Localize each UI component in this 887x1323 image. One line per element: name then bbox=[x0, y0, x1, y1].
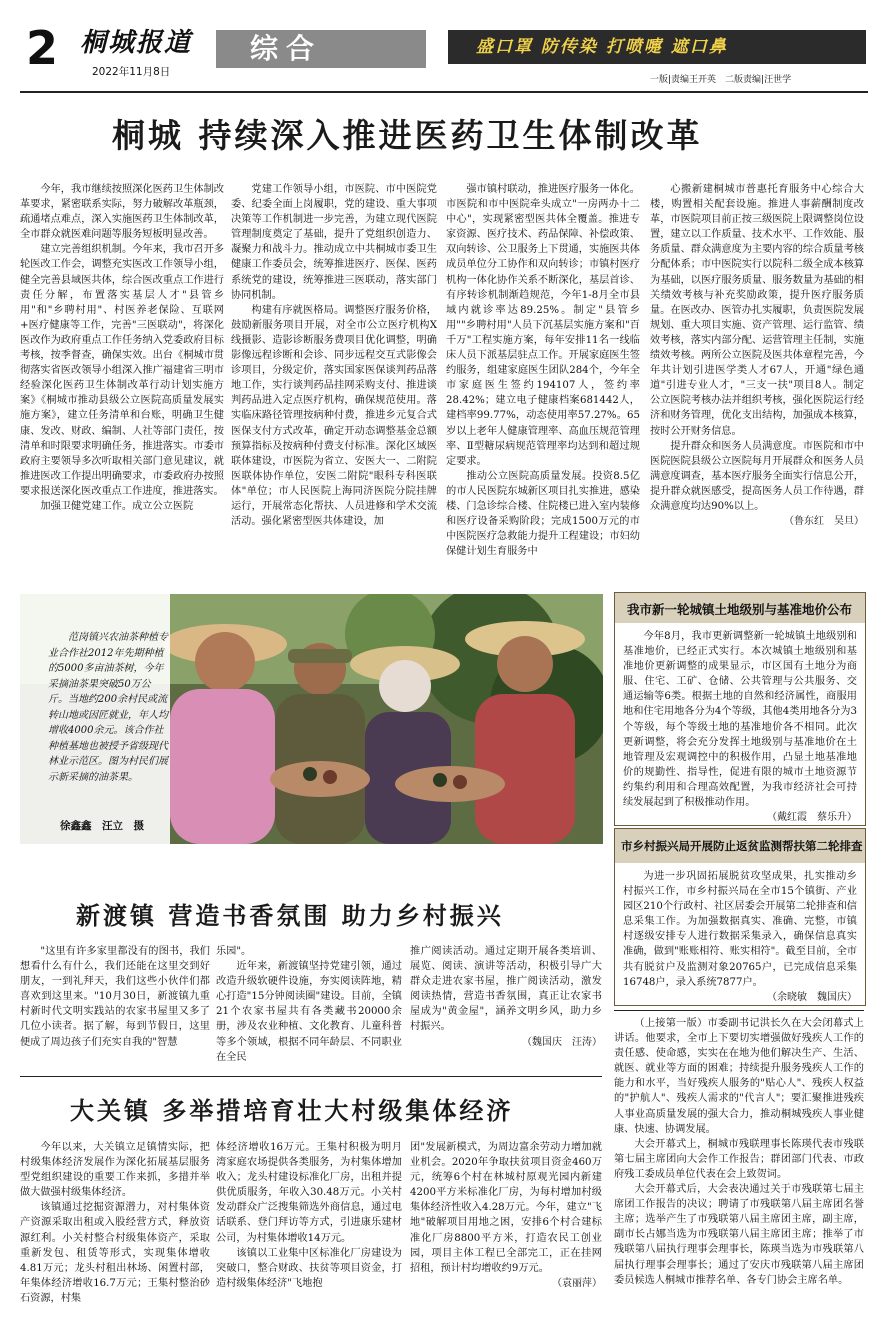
xindu-col3-p1: 推广阅读活动。通过定期开展各类培训、展览、阅读、演讲等活动，积极引导广大群众走进农家书屋，推广阅读活动，激发阅读热情，营造书香氛围，真正让农家书屋成为"黄金屋"，涵养文明乡风，助力乡村振兴。 bbox=[410, 946, 602, 1033]
disabled-p3: 大会开幕式后，大会表决通过关于市残联第七届主席团工作报告的决议；聘请了市残联第八届主席团名誉主席；选举产生了市残联第八届主席团主席，副主席，副市长占娜当选为市残联第八届主席团主席；推举了市残联第八届执行理事会理事长，陈瑛当选为市残联第八届执行理事会理事长；通过了安庆市残联第八届主席团委员候选人桐城市推荐名单、各专门协会主席名单。 bbox=[614, 1184, 864, 1286]
photo-caption-text: 范岗镇兴农油茶种植专业合作社2012年先期种植的5000多亩油茶树，今年采摘油茶果突破50万公斤。当地约200余村民或流转山地或因匠就业，年人均增收4000余元。该合作社种植基地也被授予省级现代林业示范区。图为村民们展示新采摘的油茶果。 bbox=[48, 632, 168, 783]
lead-col-2 bbox=[231, 182, 437, 577]
right-story-2-header bbox=[615, 829, 865, 863]
daguan-col-2 bbox=[216, 1140, 402, 1308]
page-number: 2 bbox=[26, 21, 59, 75]
lead-col1-p1: 今年，我市继续按照深化医药卫生体制改革要求，紧密联系实际，努力破解改革瓶颈，疏通堵点难点，深入实施医药卫生体制改革，全市群众就医难问题等服务短板明显改善。 bbox=[20, 184, 224, 241]
section-badge bbox=[216, 30, 426, 68]
daguan-byline: （袁丽萍） bbox=[552, 1277, 602, 1289]
lead-byline: （鲁东红 吴旦） bbox=[784, 516, 864, 528]
right-story-2-headline: 市乡村振兴局开展防止返贫监测帮扶第二轮排查 bbox=[621, 839, 863, 853]
slogan-banner bbox=[448, 30, 866, 64]
masthead-rule bbox=[20, 91, 868, 93]
lead-col-1 bbox=[20, 182, 224, 577]
daguan-headline: 大关镇 多举措培育壮大村级集体经济 bbox=[70, 1096, 514, 1125]
xindu-col1-p1: "这里有许多家里都没有的图书，我们想看什么有什么，我们还能在这里交到好朋友，一到礼拜天，我们这些小伙伴们都喜欢到这里来。"10月30日，新渡镇九重村新时代文明实践站的农家书屋里又多了几位小读者。据了解，每到节假日，这里便成了周边孩子们充实自我的"智慧 bbox=[20, 946, 210, 1048]
daguan-col2-p2: 该镇以工业集中区标准化厂房建设为突破口，整合财政、扶贫等项目资金，打造村级集体经济"飞地抱 bbox=[216, 1247, 402, 1289]
daguan-col-3 bbox=[410, 1140, 602, 1308]
lead-col2-p2: 构建有序就医格局。调整医疗服务价格，鼓励新服务项目开展，对全市公立医疗机构X线摄影、造影诊断服务费项目优化调整，明确影像远程诊断和会诊、同步远程交互式影像会诊项目，分级定价，落实国家医保谈判药品落地工作，实行谈判药品挂网采购支付、推进谈判药品进入定点医疗机构，确保规范使用。落实临床路径管理按病种付费，推进乡元复合式医保支付方式改革，确定开动态调整基金总额预算指标及按病种付费支付标准。深化区域医联体建设，市医院为省立、安医大一、二附院医联体协作单位，安医二附院"眼科专科医联体"单位；市人民医院上海同济医院分院挂牌运行，开展常态化帮扶、人员进修和学术交流活动。强化紧密型医共体建设，加 bbox=[231, 304, 437, 528]
disabled-p1: （上接第一版）市委副书记洪长久在大会闭幕式上讲话。他要求，全市上下要切实增强做好残疾人工作的责任感、使命感，实实在在地为他们解决生产、生活、就医、就业等方面的困难；持续提升服务残疾人工作的能力和水平，当好残疾人服务的"贴心人"、残疾人权益的"护航人"、残疾人需求的"代言人"；要汇聚推进残疾人事业高质量发展的强大合力，推动桐城残疾人事业健康、快速、协调发展。 bbox=[614, 1018, 864, 1135]
xindu-col2-p1: 乐园"。 bbox=[216, 946, 252, 957]
right-story-2-body bbox=[623, 869, 857, 1003]
xindu-divider bbox=[20, 1076, 602, 1077]
lead-col1-p3: 加强卫健党建工作。成立公立医院 bbox=[40, 500, 194, 512]
publish-date: 2022年11月8日 bbox=[92, 66, 171, 78]
right-story-1-p1: 今年8月，我市更新调整新一轮城镇土地级别和基准地价，已经正式实行。本次城镇土地级别和基准地价更新调整的成果显示，市区国有土地分为商服、住宅、工矿、仓储、公共管理与公共服务、交通运输等6类。根据土地的自然和经济属性，商服用地和住宅用地各分为4个等级，其他4类用地各分为3个等级，每个等级土地的基准地价各不相同。此次更新调整，将会充分发挥土地级别与基准地价在土地管理及宏观调控中的积极作用，凸显土地基准地价的规勤性、指导性，促进有限的城市土地资源节约集约利用和合理高效配置，为我市经济社会可持续发展起到了积极推动作用。 bbox=[623, 631, 857, 809]
lead-col-4 bbox=[650, 182, 864, 577]
right-story-1 bbox=[614, 592, 866, 826]
daguan-col1-p2: 该镇通过挖掘资源潜力，对村集体资产资源采取出租或入股经营方式，释放资源红利。小关村整合村级集体资产，采取重新发包、租赁等形式，实现集体增收4.81万元；龙头村租出林场、闲置村部，年集体经济增收16.7万元；王集村整治砂石资源，村集 bbox=[20, 1202, 210, 1304]
right-bottom-divider bbox=[614, 1010, 864, 1011]
lead-col1-p2: 建立完善组织机制。今年来，我市召开多轮医改工作会，调整充实医改工作领导小组，健全完善县域医共体，综合医改重点工作进行责任分解，布置落实基层人才"县管乡用"和"乡聘村用"、村医养老保险、互联网+医疗健康等工作，完善"三医联动"，将深化医改作为政府重点工作任务纳入党委政府目标考核，按季督查，确保实效。出台《桐城市贯彻落实省医改领导小组深入推广福建省三明市经验深化医药卫生体制改革行动计划实施方案》《桐城市推动县级公立医院高质量发展实施方案》，建立任务清单和台账，明确卫生健康、发改、财政、编制、人社等部门责任，按清单和时限要求明确任务，推进落实。市委市政府主要领导多次听取相关部门意见建议，就推进医改工作提出明确要求，市委政府办按照要求报送深化医改重点工作进度，推进落实。 bbox=[20, 244, 224, 497]
xindu-byline: （魏国庆 汪涛） bbox=[522, 1036, 602, 1048]
section-label: 综合 bbox=[250, 32, 323, 65]
right-story-1-byline: （戴红霞 蔡乐升） bbox=[767, 812, 857, 823]
lead-headline: 桐城 持续深入推进医药卫生体制改革 bbox=[112, 116, 703, 155]
disabled-story bbox=[614, 1016, 864, 1306]
right-story-1-headline: 我市新一轮城镇土地级别与基准地价公布 bbox=[627, 602, 853, 617]
disabled-p2: 大会开幕式上，桐城市残联理事长陈瑛代表市残联第七届主席团向大会作工作报告；群团部门代表、市政府残工委成员单位代表在会上致贺词。 bbox=[614, 1138, 864, 1180]
lead-col4-p1: 心搬新建桐城市普惠托育服务中心综合大楼，购置相关配套设施。推进人事薪酬制度改革，市医院项目前正按三级医院上限调整岗位设置，建立以工作质量、技术水平、工作效能、服务质量、群众满意度为主要内容的综合质量考核分配体系；市中医院实行以院科二级全成本核算为基础，以医疗服务质量、服务数量为基础的相关绩效考核与补充奖励政策，提升医疗服务质量。在医改办、医管办扎实履职，负责医院发展规划、重大项目实施、资产管理、运行监管、绩效考核，落实内部分配、运营管理主任制，实施绩效考核。两所公立医院及医共体章程完善，今年共计划引进医学类人才67人，开通"绿色通道"引进专业人才，"三支一扶"项目8人。制定公立医院考核办法并组织考核，强化医院运行经济和财务管理，优化支出结构，加强成本核算，按时公开财务信息。 bbox=[650, 184, 864, 437]
lead-col4-p2: 提升群众和医务人员满意度。市医院和市中医院医院县级公立医院每月开展群众和医务人员满意度调查，基本医疗服务全面实行信息公开，提升群众就医感受，提高医务人员工作待遇，群众满意度均达90%以上。 bbox=[650, 440, 864, 512]
right-story-2-byline: （余晓敏 魏国庆） bbox=[767, 991, 857, 1003]
right-story-1-header bbox=[615, 593, 865, 623]
lead-col-3 bbox=[446, 182, 640, 577]
daguan-col3-p1: 团"发展新模式，为周边富余劳动力增加就业机会。2020年争取扶贫项目资金460万元，统筹6个村在林城村原观光园内新建4200平方米标准化厂房，为每村增加村级集体经济性收入4.28万元。今年，建立"飞地"破解项目用地之困，安排6个村合建标准化厂房8800平方米，打造农民工创业园，项目主体工程已全部完工，正在挂网招租，预计村均增收约9万元。 bbox=[410, 1142, 602, 1274]
xindu-col-2 bbox=[216, 944, 402, 1064]
feature-photo bbox=[20, 594, 603, 844]
right-story-2 bbox=[614, 828, 866, 1006]
photo-credit: 徐鑫鑫 汪立 摄 bbox=[60, 820, 144, 832]
lead-col2-p1: 党建工作领导小组，市医院、市中医院党委、纪委全面上岗履职，党的建设、重大事项决策等工作机制进一步完善，为建立现代医院管理制度奠定了基础，提升了党组织创造力、凝聚力和战斗力。推动成立中共桐城市委卫生健康工作委员会，统筹推进医疗、医保、医药系统党的建设，统筹推进三医联动，落实部门协同机制。 bbox=[231, 184, 437, 301]
daguan-col1-p1: 今年以来，大关镇立足镇情实际，把村级集体经济发展作为深化拓展基层服务型党组织建设的重要工作来抓，多措并举做大做强村级集体经济。 bbox=[20, 1142, 210, 1199]
editors-line: 一版|责编王开英 二版责编|汪世学 bbox=[650, 75, 792, 85]
xindu-col2-p2: 近年来，新渡镇坚持党建引领，通过改造升级软硬件设施，夯实阅读阵地，精心打造"15分钟阅读圈"建设。目前，全镇21个农家书屋共有各类藏书20000余册，涉及农业种植、文化教育、儿童科普等多个领域，根据不同年龄层、不同职业在全民 bbox=[216, 961, 402, 1063]
lead-col3-p2: 推动公立医院高质量发展。投资8.5亿的市人民医院东城新区项目扎实推进，感染楼、门急诊综合楼、住院楼已进入室内装修和医疗设备采购阶段；完成1500万元的市中医院医疗急救能力提升工程建设；市妇幼保健计划生育服务中 bbox=[446, 470, 640, 558]
slogan-text: 盛口罩 防传染 打喷嚏 遮口鼻 bbox=[476, 37, 728, 57]
xindu-col-1 bbox=[20, 944, 210, 1064]
lead-col3-p1: 强市镇村联动，推进医疗服务一体化。市医院和市中医院牵头成立"一房两办十二中心"，实现紧密型医共体全覆盖。推进专家资源、医疗技术、药品保障、补偿政策、双向转诊、公卫服务上下贯通，实施医共体成员单位分工协作和双向转诊；市镇村医疗机构一体化协作关系不断深化，基层首诊、有序转诊机制渐趋规范，今年1-8月全市县域内就诊率达89.25%。制定"县管乡用""乡聘村用"人员下沉基层实施方案和"百千万"工程实施方案，每年安排11名一线临床人员下派基层驻点工作。开展家庭医生签约服务，组建家庭医生团队284个，今年全市家庭医生签约194107人，签约率28.42%；建立电子健康档案681442人，建档率99.77%，动态使用率57.27%。65岁以上老年人健康管理率、高血压规范管理率、Ⅱ型糖尿病规范管理率均达到和超过规定要求。 bbox=[446, 184, 640, 467]
right-story-2-p1: 为进一步巩固拓展脱贫攻坚成果，扎实推动乡村振兴工作，市乡村振兴局在全市15个镇街、产业园区210个行政村、社区居委会开展第二轮排查和信息采集工作。为加强数据真实、准确、完整，市镇村逐级安排专人进行数据采集录入，确保信息真实准确，做到"账账相符、账实相符"。截至目前，全市共有脱贫户及监测对象20765户，已完成信息采集16748户，录入系统7877户。 bbox=[623, 871, 857, 988]
xindu-headline: 新渡镇 营造书香氛围 助力乡村振兴 bbox=[76, 901, 504, 930]
right-story-1-body bbox=[623, 629, 857, 823]
paper-name: 桐城报道 bbox=[80, 28, 193, 58]
daguan-col-1 bbox=[20, 1140, 210, 1308]
masthead bbox=[20, 21, 868, 90]
xindu-col-3 bbox=[410, 944, 602, 1064]
daguan-col2-p1: 体经济增收16万元。王集村积极为明月湾家庭农场提供各类服务，为村集体增加收入；龙头村建设标准化厂房，出租并提供优质服务，年收入30.48万元。小关村发动群众广泛搜集筛选外商信息，通过电话联系、登门拜访等方式，引进康乐建材公司，为村集体增收14万元。 bbox=[216, 1142, 402, 1244]
